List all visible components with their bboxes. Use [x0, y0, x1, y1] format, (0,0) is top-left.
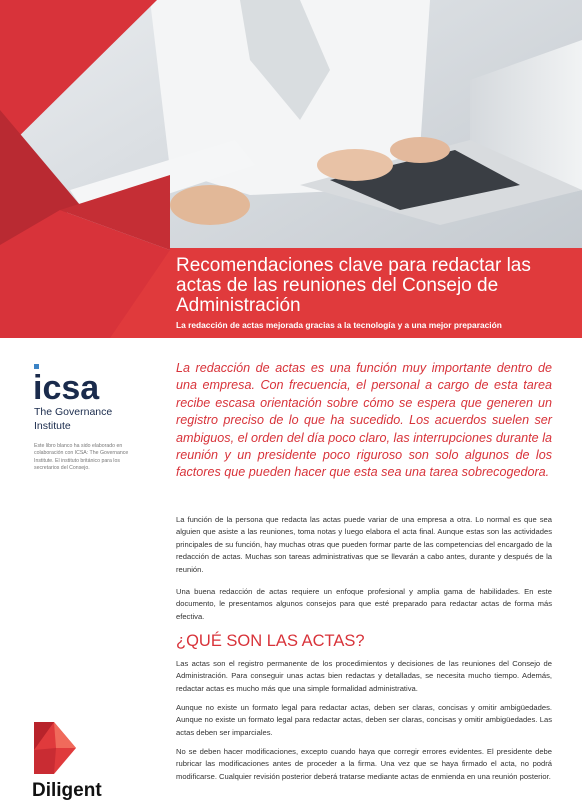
document-title: Recomendaciones clave para redactar las actas de las reuniones del Consejo de Administración: [176, 255, 531, 316]
diligent-logo-mark: [32, 720, 78, 776]
org-name-line-1: The Governance: [34, 406, 113, 418]
body-paragraph-2: Una buena redacción de actas requiere un enfoque profesional y amplia gama de habilidades. En este documento, le presentamos algunos consejos para que esté preparado para redactar actas de forma más efectiva.: [176, 587, 552, 621]
icsa-logo: [32, 362, 122, 402]
section-heading: ¿QUÉ SON LAS ACTAS?: [176, 632, 365, 650]
icsa-logo-text: icsa: [33, 369, 100, 402]
hero-banner: [0, 0, 582, 338]
sidebar-note: Este libro blanco ha sido elaborado en colaboración con ICSA: The Governance Institute. El instituto británico para los secretarios del Consejo.: [34, 443, 129, 471]
body-paragraph-1: La función de la persona que redacta las actas puede variar de una empresa a otra. Lo normal es que sea alguien que asiste a las reuniones, toma notas y luego elabora el acta final. Aunque estas son las actividades principales de su función, hay muchas otras que pueden formar parte de las competencias del encargado de la redacción de actas. Muchas son tareas administrativas que se llevarán a cabo antes, durante y después de la reunión.: [176, 515, 552, 574]
document-subtitle: La redacción de actas mejorada gracias a la tecnología y a una mejor preparación: [176, 320, 502, 330]
body-paragraph-4: Aunque no existe un formato legal para redactar actas, deben ser claras, concisas y omitir ambigüedades. Aunque no existe un formato legal para redactar actas, deben ser claras, concisas y omitir ambigüedades. Las actas deben ser imparciales.: [176, 703, 552, 737]
diligent-logo-text: Diligent: [32, 780, 102, 801]
org-name-line-2: Institute: [34, 420, 71, 432]
body-paragraph-5: No se deben hacer modificaciones, excepto cuando haya que corregir errores evidentes. El presidente debe rubricar las modificaciones antes de proceder a la firma. Una vez que se haya firmado el acta, no podrá modificarse. Cualquier revisión posterior deberá tratarse mediante actas de enmienda en una reunión posterior.: [176, 747, 552, 781]
body-paragraph-3: Las actas son el registro permanente de los procedimientos y decisiones de las reuniones del Consejo de Administración. Para conseguir unas actas bien redactas y detalladas, se necesita mucho tiempo. Además, redactar actas es mucho más que una simple formalidad administrativa.: [176, 659, 552, 693]
lead-paragraph: La redacción de actas es una función muy importante dentro de una empresa. Con frecuencia, el personal a cargo de esta tarea recibe escasa orientación sobre cómo se espera que generen un registro preciso de lo que ha sucedido. Los acuerdos suelen ser ambiguos, el orden del día poco claro, las interrupciones durante la reunión y un presidente poco riguroso son solo algunos de los factores que pueden hacer que esta sea una tarea sobrecogedora.: [176, 361, 552, 480]
